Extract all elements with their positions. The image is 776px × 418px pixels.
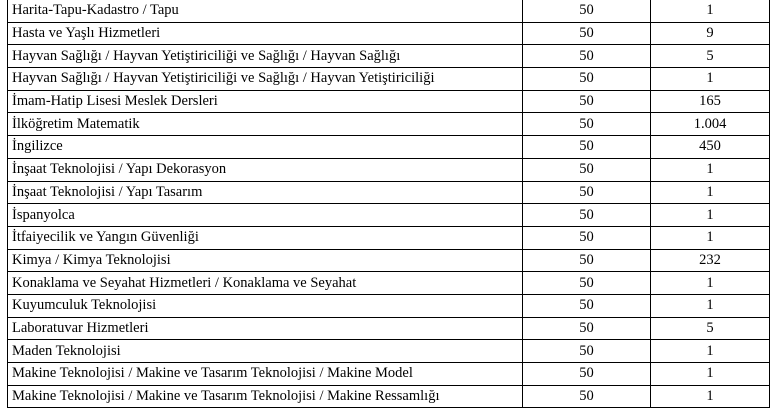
- field-name-cell: Hayvan Sağlığı / Hayvan Yetiştiriciliği ve Sağlığı / Hayvan Yetiştiriciliği: [8, 68, 523, 91]
- table-row: [8, 317, 770, 340]
- quota-cell: 50: [523, 272, 651, 295]
- field-name-cell: Makine Teknolojisi / Makine ve Tasarım Teknolojisi / Makine Ressamlığı: [8, 385, 523, 408]
- table-row: [8, 0, 770, 22]
- quota-cell: 50: [523, 226, 651, 249]
- data-table: [7, 0, 770, 408]
- quota-cell: 50: [523, 136, 651, 159]
- field-name-cell: İnşaat Teknolojisi / Yapı Dekorasyon: [8, 158, 523, 181]
- count-cell: 5: [651, 45, 770, 68]
- count-cell: 232: [651, 249, 770, 272]
- table-row: [8, 340, 770, 363]
- count-cell: 1: [651, 272, 770, 295]
- field-name-cell: İmam-Hatip Lisesi Meslek Dersleri: [8, 90, 523, 113]
- quota-cell: 50: [523, 363, 651, 386]
- quota-cell: 50: [523, 68, 651, 91]
- quota-cell: 50: [523, 385, 651, 408]
- count-cell: 1: [651, 385, 770, 408]
- table-row: [8, 181, 770, 204]
- count-cell: 1.004: [651, 113, 770, 136]
- table-row: [8, 249, 770, 272]
- count-cell: 1: [651, 226, 770, 249]
- quota-cell: 50: [523, 181, 651, 204]
- table-row: [8, 45, 770, 68]
- field-name-cell: Laboratuvar Hizmetleri: [8, 317, 523, 340]
- document-table-container: [7, 0, 769, 408]
- table-row: [8, 204, 770, 227]
- table-row: [8, 136, 770, 159]
- table-row: [8, 363, 770, 386]
- field-name-cell: Kimya / Kimya Teknolojisi: [8, 249, 523, 272]
- count-cell: 1: [651, 204, 770, 227]
- field-name-cell: Kuyumculuk Teknolojisi: [8, 294, 523, 317]
- field-name-cell: Maden Teknolojisi: [8, 340, 523, 363]
- table-row: [8, 22, 770, 45]
- field-name-cell: İspanyolca: [8, 204, 523, 227]
- quota-cell: 50: [523, 113, 651, 136]
- quota-cell: 50: [523, 158, 651, 181]
- table-row: [8, 158, 770, 181]
- field-name-cell: İngilizce: [8, 136, 523, 159]
- count-cell: 9: [651, 22, 770, 45]
- table-row: [8, 294, 770, 317]
- count-cell: 1: [651, 294, 770, 317]
- field-name-cell: İtfaiyecilik ve Yangın Güvenliği: [8, 226, 523, 249]
- table-body: [8, 0, 770, 408]
- field-name-cell: Hasta ve Yaşlı Hizmetleri: [8, 22, 523, 45]
- count-cell: 1: [651, 158, 770, 181]
- count-cell: 1: [651, 181, 770, 204]
- count-cell: 1: [651, 68, 770, 91]
- quota-cell: 50: [523, 0, 651, 22]
- field-name-cell: İnşaat Teknolojisi / Yapı Tasarım: [8, 181, 523, 204]
- quota-cell: 50: [523, 249, 651, 272]
- field-name-cell: Harita-Tapu-Kadastro / Tapu: [8, 0, 523, 22]
- count-cell: 450: [651, 136, 770, 159]
- table-row: [8, 226, 770, 249]
- quota-cell: 50: [523, 45, 651, 68]
- quota-cell: 50: [523, 340, 651, 363]
- quota-cell: 50: [523, 90, 651, 113]
- table-row: [8, 272, 770, 295]
- count-cell: 1: [651, 363, 770, 386]
- quota-cell: 50: [523, 317, 651, 340]
- field-name-cell: Hayvan Sağlığı / Hayvan Yetiştiriciliği ve Sağlığı / Hayvan Sağlığı: [8, 45, 523, 68]
- count-cell: 1: [651, 340, 770, 363]
- count-cell: 5: [651, 317, 770, 340]
- count-cell: 165: [651, 90, 770, 113]
- table-row: [8, 68, 770, 91]
- count-cell: 1: [651, 0, 770, 22]
- table-row: [8, 385, 770, 408]
- field-name-cell: Makine Teknolojisi / Makine ve Tasarım Teknolojisi / Makine Model: [8, 363, 523, 386]
- table-row: [8, 113, 770, 136]
- quota-cell: 50: [523, 22, 651, 45]
- quota-cell: 50: [523, 204, 651, 227]
- field-name-cell: İlköğretim Matematik: [8, 113, 523, 136]
- table-row: [8, 90, 770, 113]
- quota-cell: 50: [523, 294, 651, 317]
- field-name-cell: Konaklama ve Seyahat Hizmetleri / Konaklama ve Seyahat: [8, 272, 523, 295]
